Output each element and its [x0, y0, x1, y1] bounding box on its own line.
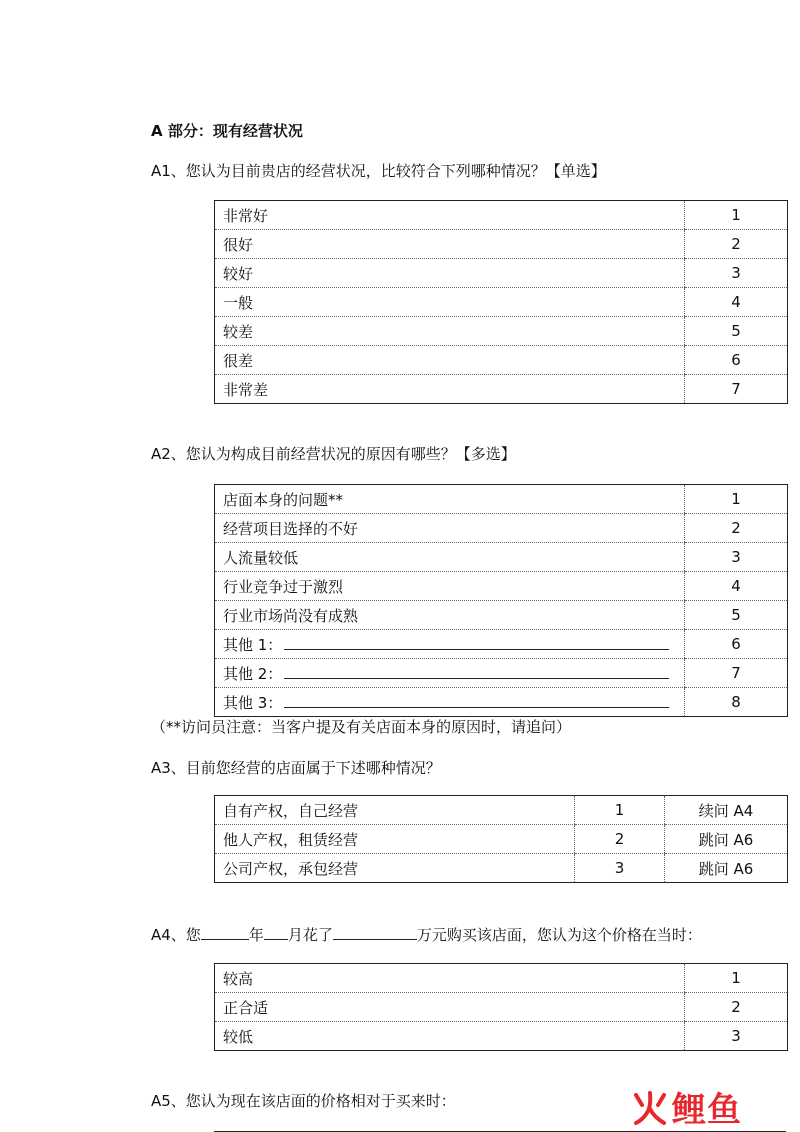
option-code: 1	[685, 201, 788, 230]
option-row[interactable]	[215, 201, 788, 230]
option-label	[215, 688, 685, 717]
option-row[interactable]	[215, 993, 788, 1022]
amount-blank[interactable]	[333, 925, 417, 940]
a4-year-label: 年	[248, 926, 264, 944]
question-a2: A2、您认为构成目前经营状况的原因有哪些？【多选】	[151, 445, 516, 463]
option-label-text: 他人产权，租赁经营	[223, 830, 359, 849]
option-label	[215, 201, 685, 230]
option-code: 7	[685, 375, 788, 404]
option-label	[215, 346, 685, 375]
option-row[interactable]	[215, 854, 788, 883]
option-label-text: 较好	[223, 264, 254, 283]
option-label-text: 其他 2：	[223, 664, 283, 683]
option-row[interactable]	[215, 964, 788, 993]
option-label	[215, 659, 685, 688]
option-code: 2	[685, 514, 788, 543]
option-row[interactable]	[215, 346, 788, 375]
option-label	[215, 854, 575, 883]
option-label-text: 行业市场尚没有成熟	[223, 606, 359, 625]
option-row[interactable]	[215, 288, 788, 317]
option-code: 1	[575, 796, 665, 825]
option-label	[215, 964, 685, 993]
option-code: 3	[575, 854, 665, 883]
option-row[interactable]	[215, 601, 788, 630]
question-a4	[151, 924, 702, 945]
option-label-text: 较差	[223, 322, 254, 341]
option-row[interactable]	[215, 485, 788, 514]
option-code: 4	[685, 572, 788, 601]
option-code: 5	[685, 317, 788, 346]
option-label	[215, 514, 685, 543]
other-fill-blank[interactable]	[284, 693, 669, 708]
option-label	[215, 572, 685, 601]
interviewer-note: （**访问员注意：当客户提及有关店面本身的原因时，请追问）	[151, 718, 572, 736]
month-blank[interactable]	[264, 925, 288, 940]
option-label-text: 其他 3：	[223, 693, 283, 712]
option-label-text: 一般	[223, 293, 254, 312]
option-code: 3	[685, 543, 788, 572]
a4-suffix: 万元购买该店面，您认为这个价格在当时：	[416, 926, 702, 944]
option-label	[215, 259, 685, 288]
option-row[interactable]	[215, 230, 788, 259]
option-label-text: 经营项目选择的不好	[223, 519, 359, 538]
a4-month-label: 月花了	[287, 926, 333, 944]
option-row[interactable]	[215, 796, 788, 825]
a3-options-table	[214, 795, 788, 883]
watermark-text: 鲤鱼	[672, 1090, 742, 1130]
option-label	[215, 993, 685, 1022]
option-label-text: 店面本身的问题**	[223, 490, 344, 509]
other-fill-blank[interactable]	[284, 664, 669, 679]
option-code: 6	[685, 630, 788, 659]
option-label-text: 公司产权，承包经营	[223, 859, 359, 878]
option-code: 7	[685, 659, 788, 688]
option-code: 5	[685, 601, 788, 630]
year-blank[interactable]	[201, 925, 249, 940]
option-label-text: 较高	[223, 969, 254, 988]
option-code: 2	[685, 993, 788, 1022]
option-label-text: 行业竞争过于激烈	[223, 577, 344, 596]
a4-options-table	[214, 963, 788, 1051]
option-row[interactable]	[215, 630, 788, 659]
option-code: 2	[575, 825, 665, 854]
option-label-text: 很好	[223, 235, 254, 254]
skip-instruction: 跳问 A6	[665, 854, 788, 883]
option-row[interactable]	[215, 259, 788, 288]
option-code: 6	[685, 346, 788, 375]
option-label	[215, 543, 685, 572]
option-label-text: 很差	[223, 351, 254, 370]
option-code: 1	[685, 964, 788, 993]
option-code: 2	[685, 230, 788, 259]
option-label	[215, 1022, 685, 1051]
option-label-text: 较低	[223, 1027, 254, 1046]
section-title: A 部分：现有经营状况	[151, 122, 303, 140]
option-label	[215, 485, 685, 514]
option-label	[215, 796, 575, 825]
option-row[interactable]	[215, 543, 788, 572]
option-label	[215, 825, 575, 854]
option-label	[215, 230, 685, 259]
question-a1: A1、您认为目前贵店的经营状况，比较符合下列哪种情况？【单选】	[151, 162, 606, 180]
a2-options-table	[214, 484, 788, 717]
option-label	[215, 288, 685, 317]
option-code: 3	[685, 1022, 788, 1051]
option-label-text: 自有产权，自己经营	[223, 801, 359, 820]
option-label-text: 人流量较低	[223, 548, 299, 567]
option-row[interactable]	[215, 317, 788, 346]
option-code: 8	[685, 688, 788, 717]
option-label-text: 正合适	[223, 998, 269, 1017]
option-label	[215, 375, 685, 404]
option-label	[215, 630, 685, 659]
option-row[interactable]	[215, 572, 788, 601]
skip-instruction: 跳问 A6	[665, 825, 788, 854]
option-row[interactable]	[215, 825, 788, 854]
option-code: 4	[685, 288, 788, 317]
option-row[interactable]	[215, 1022, 788, 1051]
a4-prefix: A4、您	[151, 926, 201, 944]
option-row[interactable]	[215, 688, 788, 717]
option-row[interactable]	[215, 659, 788, 688]
option-row[interactable]	[215, 514, 788, 543]
option-label	[215, 601, 685, 630]
question-a3: A3、目前您经营的店面属于下述哪种情况？	[151, 759, 441, 777]
option-code: 3	[685, 259, 788, 288]
watermark-logo	[632, 1082, 742, 1131]
other-fill-blank[interactable]	[284, 635, 669, 650]
option-row[interactable]	[215, 375, 788, 404]
question-a5: A5、您认为现在该店面的价格相对于买来时：	[151, 1092, 456, 1110]
option-code: 1	[685, 485, 788, 514]
option-label-text: 其他 1：	[223, 635, 283, 654]
skip-instruction: 续问 A4	[665, 796, 788, 825]
option-label-text: 非常差	[223, 380, 269, 399]
flame-icon	[632, 1089, 668, 1125]
a1-options-table	[214, 200, 788, 404]
option-label	[215, 317, 685, 346]
option-label-text: 非常好	[223, 206, 269, 225]
